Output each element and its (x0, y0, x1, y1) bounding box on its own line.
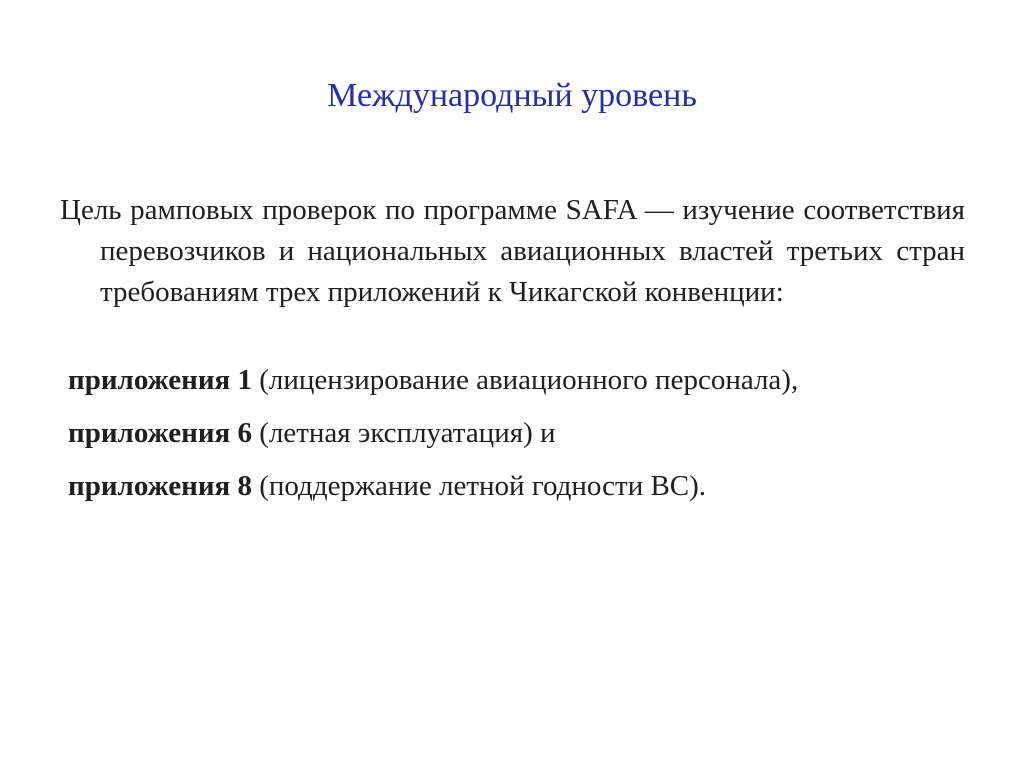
annex-item-1 (68, 360, 968, 401)
slide-title: Международный уровень (327, 77, 697, 114)
annex-label: приложения 6 (68, 417, 252, 449)
annex-description: (поддержание летной годности ВС). (251, 470, 707, 502)
annex-item-6 (68, 413, 968, 454)
annex-description: (лицензирование авиационного персонала), (251, 364, 799, 396)
annex-label: приложения 8 (68, 470, 252, 502)
annex-description: (летная эксплуатация) и (251, 417, 556, 449)
intro-paragraph (60, 190, 965, 313)
annex-item-8 (68, 466, 968, 507)
annex-list (68, 360, 968, 519)
annex-label: приложения 1 (68, 364, 252, 396)
intro-text: Цель рамповых проверок по программе SAFA — изучение соответствия перевозчиков и национальных авиационных властей третьих стран требованиям трех приложений к Чикагской конвенции: (60, 194, 965, 308)
